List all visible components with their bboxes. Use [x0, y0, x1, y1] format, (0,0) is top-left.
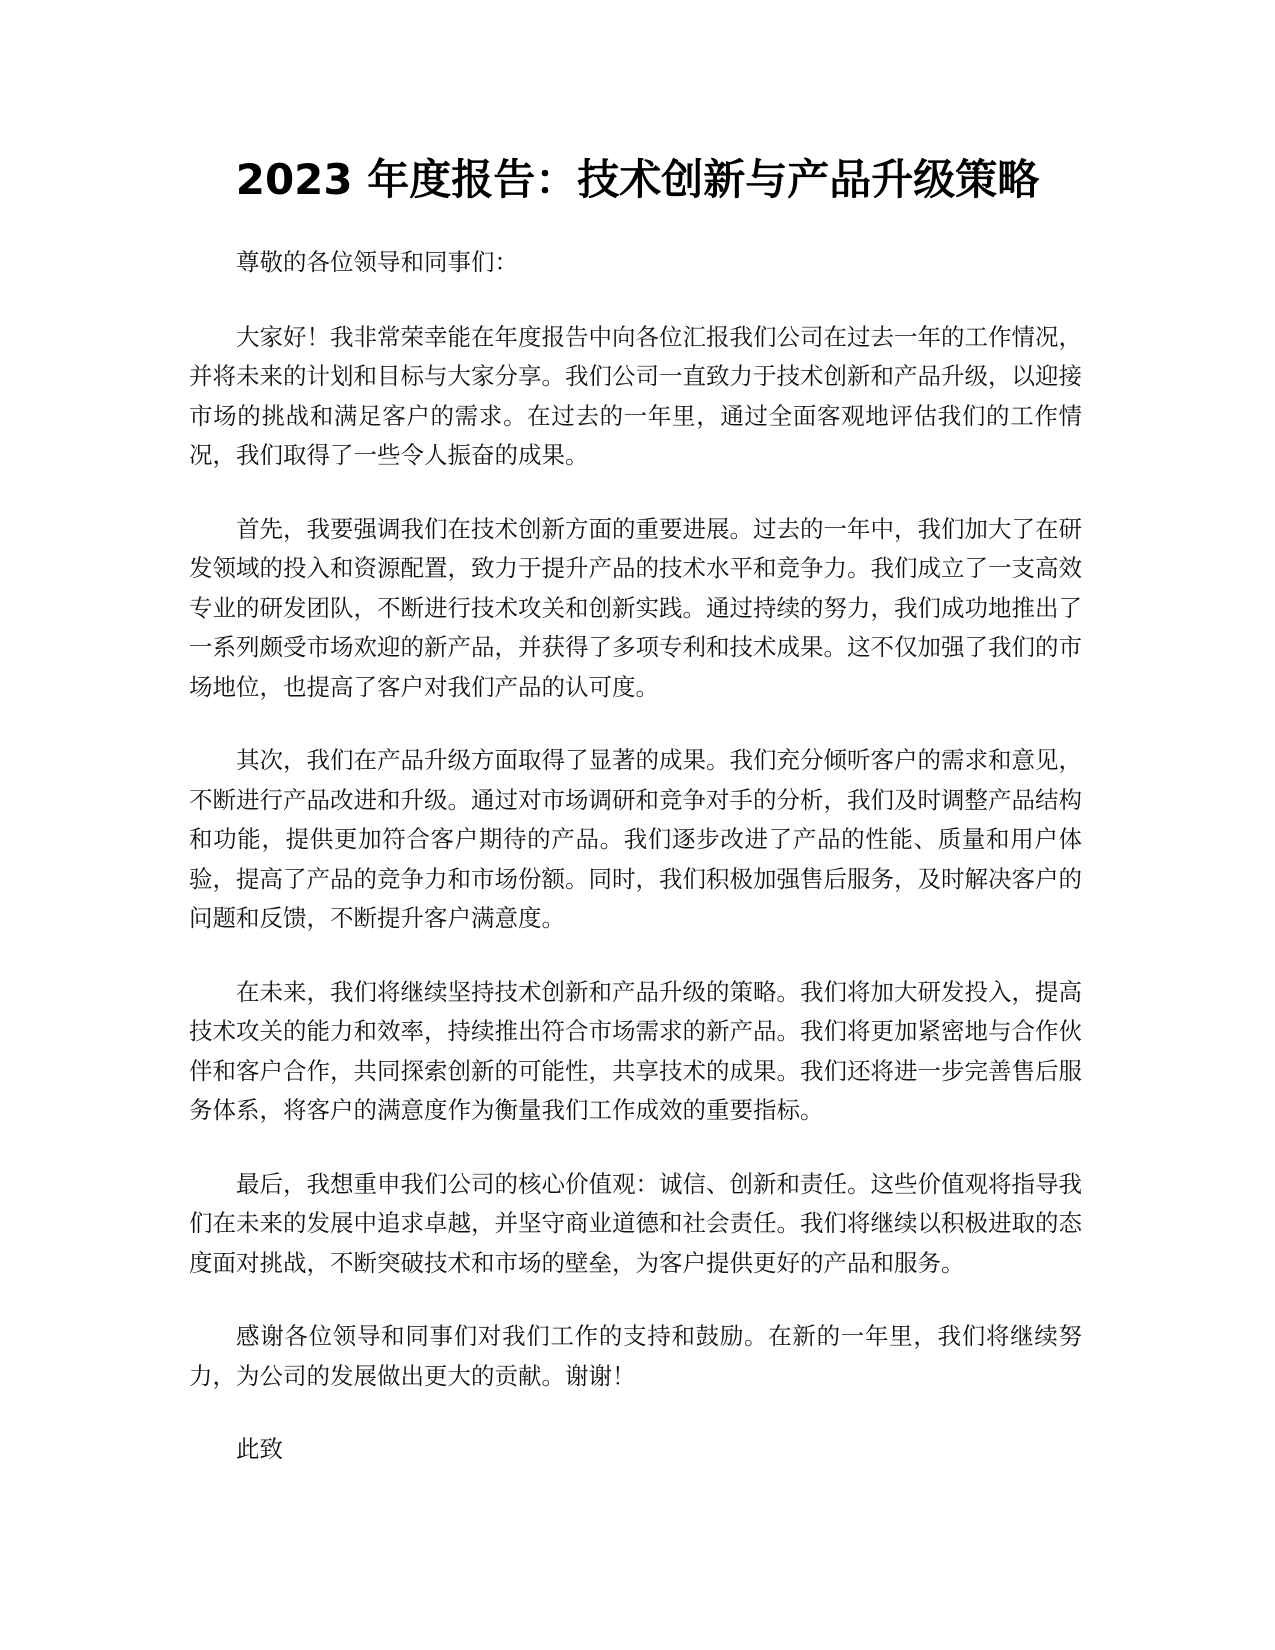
- paragraph-tech-innovation: 首先，我要强调我们在技术创新方面的重要进展。过去的一年中，我们加大了在研发领域的投入和资源配置，致力于提升产品的技术水平和竞争力。我们成立了一支高效专业的研发团队，不断进行技术攻关和创新实践。通过持续的努力，我们成功地推出了一系列颇受市场欢迎的新产品，并获得了多项专利和技术成果。这不仅加强了我们的市场地位，也提高了客户对我们产品的认可度。: [189, 514, 1082, 701]
- paragraph-product-upgrade: 其次，我们在产品升级方面取得了显著的成果。我们充分倾听客户的需求和意见，不断进行产品改进和升级。通过对市场调研和竞争对手的分析，我们及时调整产品结构和功能，提供更加符合客户期待的产品。我们逐步改进了产品的性能、质量和用户体验，提高了产品的竞争力和市场份额。同时，我们积极加强售后服务，及时解决客户的问题和反馈，不断提升客户满意度。: [189, 746, 1082, 932]
- paragraph-core-values: 最后，我想重申我们公司的核心价值观：诚信、创新和责任。这些价值观将指导我们在未来的发展中追求卓越，并坚守商业道德和社会责任。我们将继续以积极进取的态度面对挑战，不断突破技术和市场的壁垒，为客户提供更好的产品和服务。: [189, 1169, 1082, 1277]
- salutation: 尊敬的各位领导和同事们：: [236, 248, 518, 276]
- paragraph-thanks: 感谢各位领导和同事们对我们工作的支持和鼓励。在新的一年里，我们将继续努力，为公司的发展做出更大的贡献。谢谢！: [189, 1322, 1082, 1390]
- document-title: 2023 年度报告：技术创新与产品升级策略: [235, 155, 1040, 204]
- paragraph-intro: 大家好！我非常荣幸能在年度报告中向各位汇报我们公司在过去一年的工作情况，并将未来的计划和目标与大家分享。我们公司一直致力于技术创新和产品升级，以迎接市场的挑战和满足客户的需求。在过去的一年里，通过全面客观地评估我们的工作情况，我们取得了一些令人振奋的成果。: [189, 322, 1082, 469]
- document-body: [189, 243, 1082, 1504]
- closing-line: 此致: [236, 1435, 283, 1463]
- paragraph-future-plan: 在未来，我们将继续坚持技术创新和产品升级的策略。我们将加大研发投入，提高技术攻关的能力和效率，持续推出符合市场需求的新产品。我们将更加紧密地与合作伙伴和客户合作，共同探索创新的可能性，共享技术的成果。我们还将进一步完善售后服务体系，将客户的满意度作为衡量我们工作成效的重要指标。: [189, 977, 1082, 1124]
